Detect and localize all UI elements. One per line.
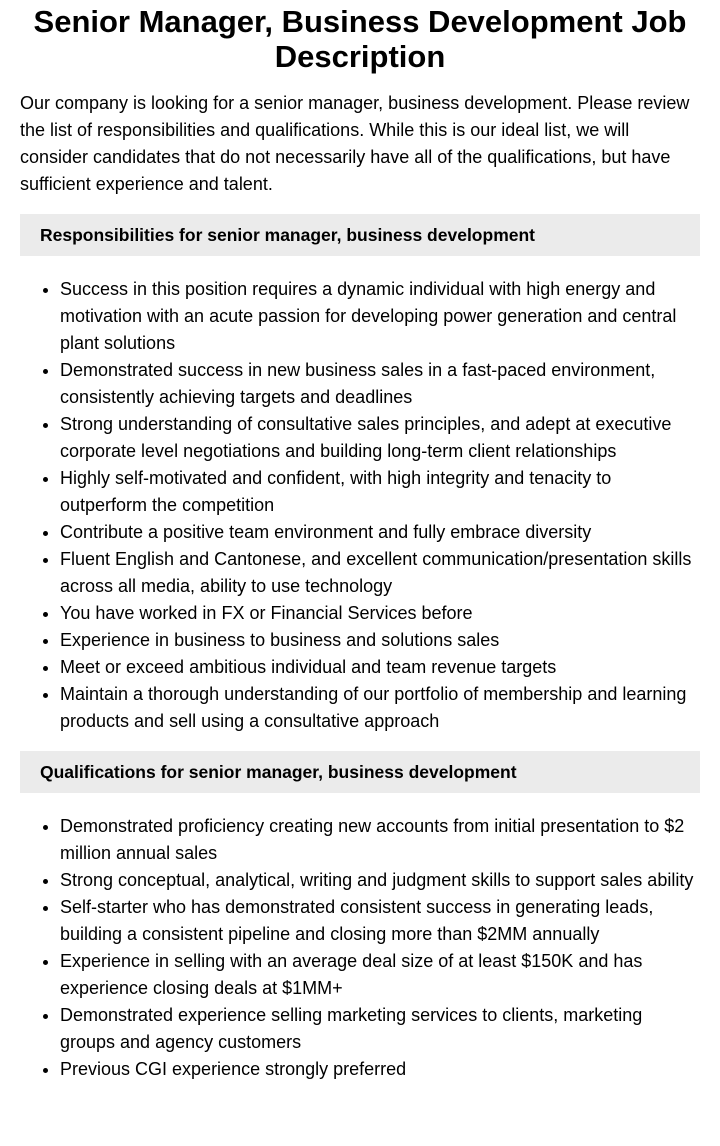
list-item: • Demonstrated success in new business sales in a fast-paced environment, consistently achieving targets and deadlines [60, 357, 700, 411]
intro-paragraph: Our company is looking for a senior manager, business development. Please review the list of responsibilities and qualifications. While this is our ideal list, we will consider candidates that do not necessarily have all of the qualifications, but have sufficient experience and talent. [20, 93, 690, 194]
list-item: • Strong conceptual, analytical, writing and judgment skills to support sales ability [60, 867, 700, 894]
responsibilities-list [20, 276, 700, 735]
list-item: • Demonstrated proficiency creating new accounts from initial presentation to $2 million annual sales [60, 813, 700, 867]
list-item: • Experience in business to business and solutions sales [60, 627, 700, 654]
list-item: • Success in this position requires a dynamic individual with high energy and motivation with an acute passion for developing power generation and central plant solutions [60, 276, 700, 357]
list-item: • Experience in selling with an average deal size of at least $150K and has experience closing deals at $1MM+ [60, 948, 700, 1002]
list-item: • You have worked in FX or Financial Services before [60, 600, 700, 627]
list-item: • Strong understanding of consultative sales principles, and adept at executive corporate level negotiations and building long-term client relationships [60, 411, 700, 465]
list-item: • Fluent English and Cantonese, and excellent communication/presentation skills across all media, ability to use technology [60, 546, 700, 600]
list-item: • Meet or exceed ambitious individual and team revenue targets [60, 654, 700, 681]
qualifications-list [20, 813, 700, 1083]
qualifications-heading: Qualifications for senior manager, business development [20, 751, 700, 793]
list-item: • Highly self-motivated and confident, with high integrity and tenacity to outperform the competition [60, 465, 700, 519]
list-item: • Self-starter who has demonstrated consistent success in generating leads, building a consistent pipeline and closing more than $2MM annually [60, 894, 700, 948]
page-title: Senior Manager, Business Development Job Description [33, 4, 687, 74]
list-item: • Maintain a thorough understanding of our portfolio of membership and learning products and sell using a consultative approach [60, 681, 700, 735]
list-item: • Demonstrated experience selling marketing services to clients, marketing groups and agency customers [60, 1002, 700, 1056]
list-item: • Contribute a positive team environment and fully embrace diversity [60, 519, 700, 546]
responsibilities-heading: Responsibilities for senior manager, business development [20, 214, 700, 256]
list-item: • Previous CGI experience strongly preferred [60, 1056, 700, 1083]
